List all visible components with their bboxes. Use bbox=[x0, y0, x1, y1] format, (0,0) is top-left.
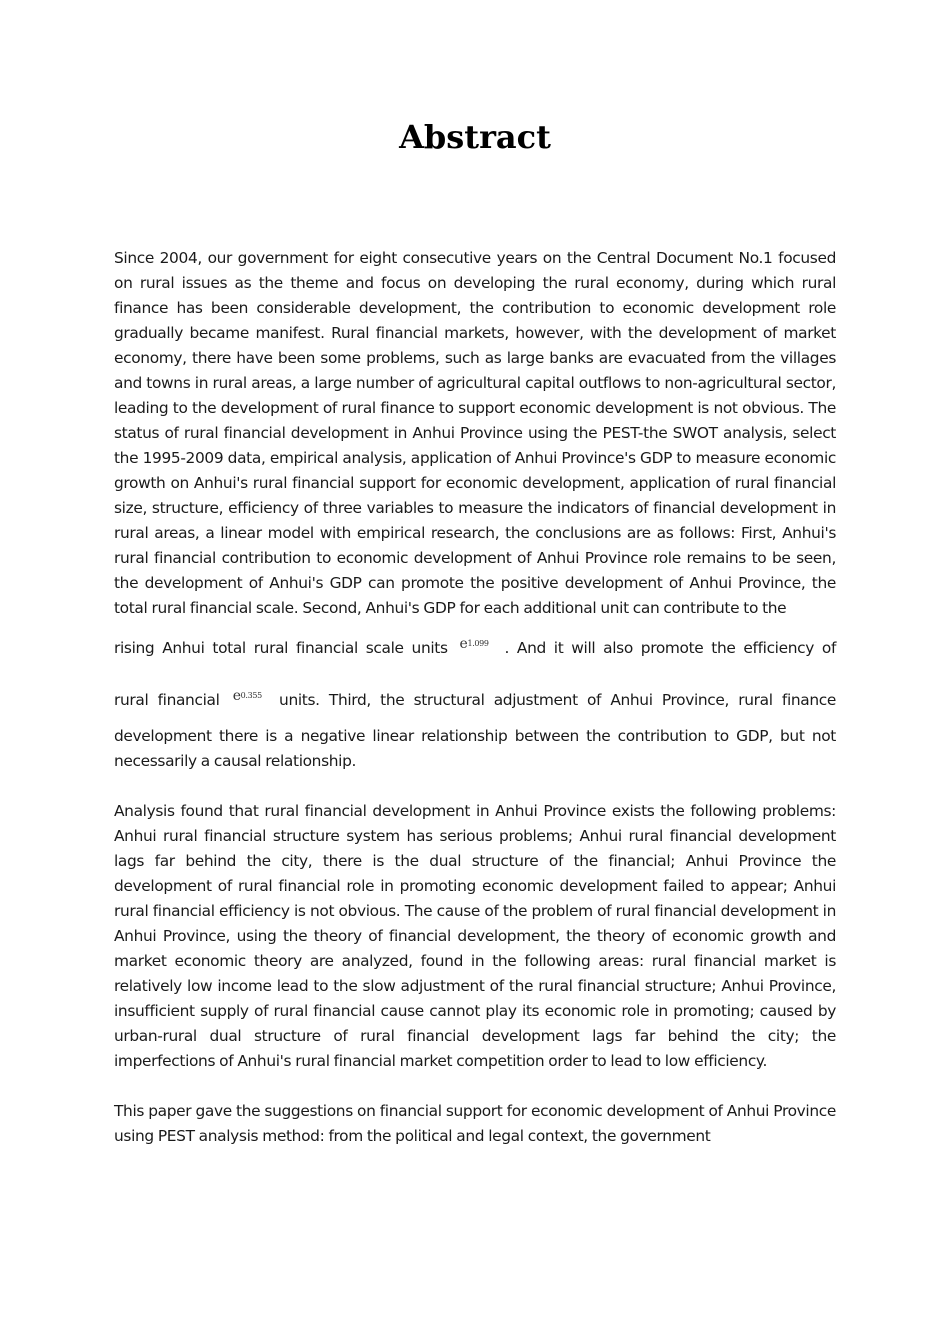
formula-efficiency bbox=[229, 689, 270, 715]
formula-line-scale-prefix: rising Anhui total rural financial scale units bbox=[114, 639, 448, 657]
paragraph-2: Analysis found that rural financial development in Anhui Province exists the following problems: Anhui rural financial structure system has serious problems; Anhui rural financial development lags far behind the city, there is the dual structure of the financial; Anhui Province the development of rural financial role in promoting economic development failed to appear; Anhui rural financial efficiency is not obvious. The cause of the problem of rural financial development in Anhui Province, using the theory of financial development, the theory of economic growth and market economic theory are analyzed, found in the following areas: rural financial market is relatively low income lead to the slow adjustment of the rural financial structure; Anhui Province, insufficient supply of rural financial cause cannot play its economic role in promoting; caused by urban-rural dual structure of rural financial development lags far behind the city; the imperfections of Anhui's rural financial market competition order to lead to low efficiency. bbox=[114, 802, 836, 1070]
formula-line-efficiency bbox=[114, 688, 836, 715]
paragraph-1 bbox=[114, 246, 836, 774]
paragraph-spacer bbox=[114, 774, 836, 799]
paragraph-1-end: development there is a negative linear relationship between the contribution to GDP, but not necessarily a causal relationship. bbox=[114, 727, 836, 770]
formula-efficiency-exponent: 0.355 bbox=[240, 691, 262, 700]
formula-line-scale-suffix: . And it will also promote the efficiency of bbox=[504, 639, 837, 657]
formula-scale bbox=[456, 637, 497, 663]
paragraph-3: This paper gave the suggestions on financial support for economic development of Anhui Province using PEST analysis method: from the political and legal context, the government bbox=[114, 1102, 836, 1145]
formula-efficiency-base: e bbox=[232, 688, 241, 704]
formula-scale-base: e bbox=[459, 636, 468, 652]
paragraph-1-text: Since 2004, our government for eight consecutive years on the Central Document No.1 focused on rural issues as the theme and focus on developing the rural economy, during which rural finance has been considerable development, the contribution to economic development role gradually became manifest. Rural financial markets, however, with the development of market economy, there have been some problems, such as large banks are evacuated from the villages and towns in rural areas, a large number of agricultural capital outflows to non-agricultural sector, leading to the development of rural finance to support economic development is not obvious. The status of rural financial development in Anhui Province using the PEST-the SWOT analysis, select the 1995-2009 data, empirical analysis, application of Anhui Province's GDP to measure economic growth on Anhui's rural financial support for economic development, application of rural financial size, structure, efficiency of three variables to measure the indicators of financial development in rural areas, a linear model with empirical research, the conclusions are as follows: First, Anhui's rural financial contribution to economic development of Anhui Province role remains to be seen, the development of Anhui's GDP can promote the positive development of Anhui Province, the total rural financial scale. Second, Anhui's GDP for each additional unit can contribute to the bbox=[114, 249, 836, 617]
formula-line-scale bbox=[114, 636, 836, 663]
page-title: Abstract bbox=[399, 118, 551, 156]
formula-scale-exponent: 1.099 bbox=[467, 639, 489, 648]
formula-line-efficiency-suffix: units. Third, the structural adjustment of Anhui Province, rural finance bbox=[279, 691, 836, 709]
formula-line-efficiency-prefix: rural financial bbox=[114, 691, 220, 709]
paragraph-spacer bbox=[114, 1074, 836, 1099]
abstract-body bbox=[114, 246, 836, 1149]
